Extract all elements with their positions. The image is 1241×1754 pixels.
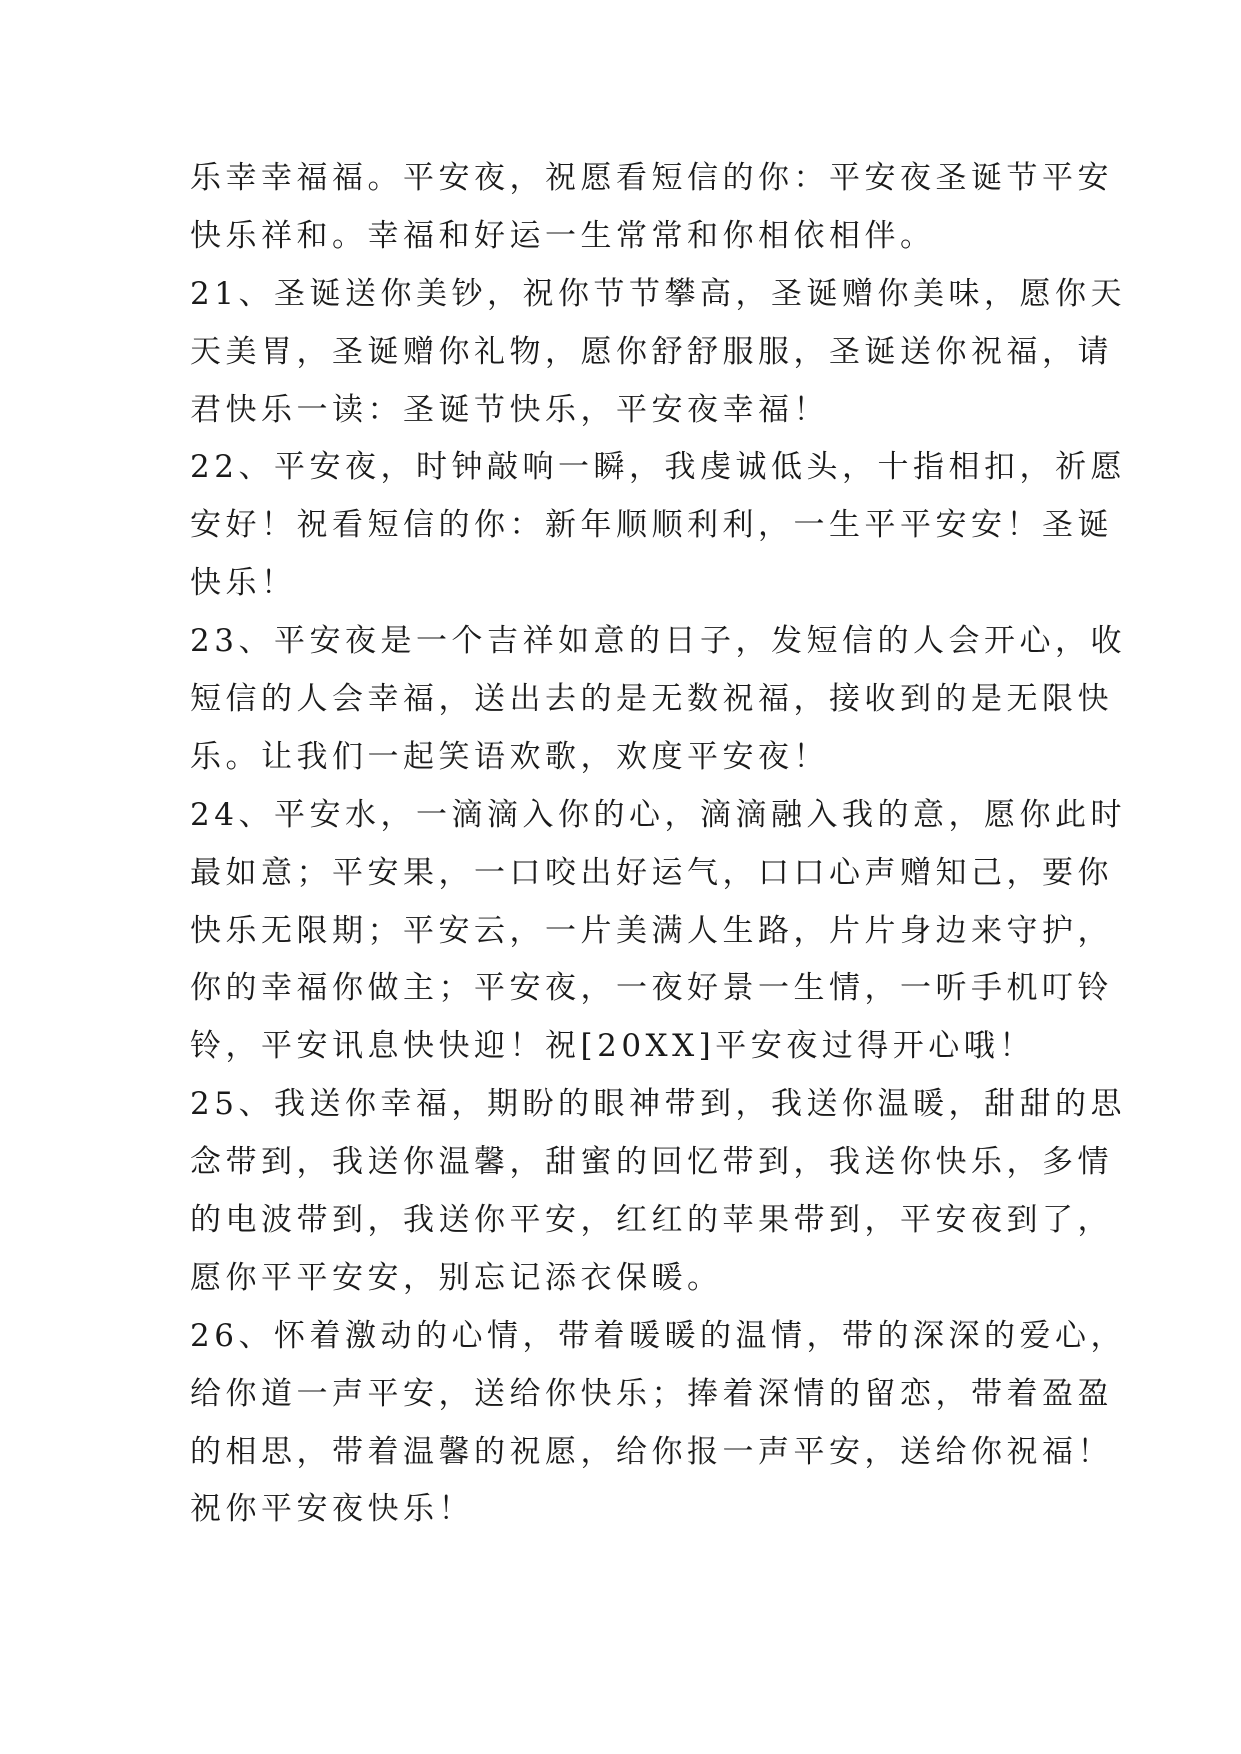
text-line: 愿你平平安安，别忘记添衣保暖。 bbox=[190, 1259, 723, 1296]
document-body bbox=[190, 150, 1126, 1539]
text-line: 铃，平安讯息快快迎！祝[20XX]平安夜过得开心哦！ bbox=[190, 1028, 1035, 1065]
text-line: 的相思，带着温馨的祝愿，给你报一声平安，送给你祝福！ bbox=[190, 1433, 1113, 1470]
text-line: 短信的人会幸福，送出去的是无数祝福，接收到的是无限快 bbox=[190, 681, 1113, 718]
text-line: 25、我送你幸福，期盼的眼神带到，我送你温暖，甜甜的思 bbox=[190, 1086, 1126, 1123]
text-line: 你的幸福你做主；平安夜，一夜好景一生情，一听手机叮铃 bbox=[190, 970, 1113, 1007]
text-line: 天美胃，圣诞赠你礼物，愿你舒舒服服，圣诞送你祝福，请 bbox=[190, 333, 1113, 370]
text-line: 乐。让我们一起笑语欢歌，欢度平安夜！ bbox=[190, 738, 829, 775]
text-line: 念带到，我送你温馨，甜蜜的回忆带到，我送你快乐，多情 bbox=[190, 1144, 1113, 1181]
text-line: 26、怀着激动的心情，带着暖暖的温情，带的深深的爱心， bbox=[190, 1317, 1126, 1354]
text-line: 祝你平安夜快乐！ bbox=[190, 1491, 474, 1528]
text-line: 快乐！ bbox=[190, 565, 297, 602]
text-line: 21、圣诞送你美钞，祝你节节攀高，圣诞赠你美味，愿你天 bbox=[190, 275, 1126, 312]
text-line: 24、平安水，一滴滴入你的心，滴滴融入我的意，愿你此时 bbox=[190, 796, 1126, 833]
text-line: 快乐祥和。幸福和好运一生常常和你相依相伴。 bbox=[190, 217, 936, 254]
text-line: 22、平安夜，时钟敲响一瞬，我虔诚低头，十指相扣，祈愿 bbox=[190, 449, 1126, 486]
text-line: 给你道一声平安，送给你快乐；捧着深情的留恋，带着盈盈 bbox=[190, 1375, 1113, 1412]
text-line: 安好！祝看短信的你：新年顺顺利利，一生平平安安！圣诞 bbox=[190, 507, 1113, 544]
text-line: 23、平安夜是一个吉祥如意的日子，发短信的人会开心，收 bbox=[190, 623, 1126, 660]
text-line: 的电波带到，我送你平安，红红的苹果带到，平安夜到了， bbox=[190, 1202, 1113, 1239]
text-line: 最如意；平安果，一口咬出好运气，口口心声赠知己，要你 bbox=[190, 854, 1113, 891]
text-line: 乐幸幸福福。平安夜，祝愿看短信的你：平安夜圣诞节平安 bbox=[190, 160, 1113, 196]
text-line: 君快乐一读：圣诞节快乐，平安夜幸福！ bbox=[190, 391, 829, 428]
text-line: 快乐无限期；平安云，一片美满人生路，片片身边来守护， bbox=[190, 912, 1113, 949]
